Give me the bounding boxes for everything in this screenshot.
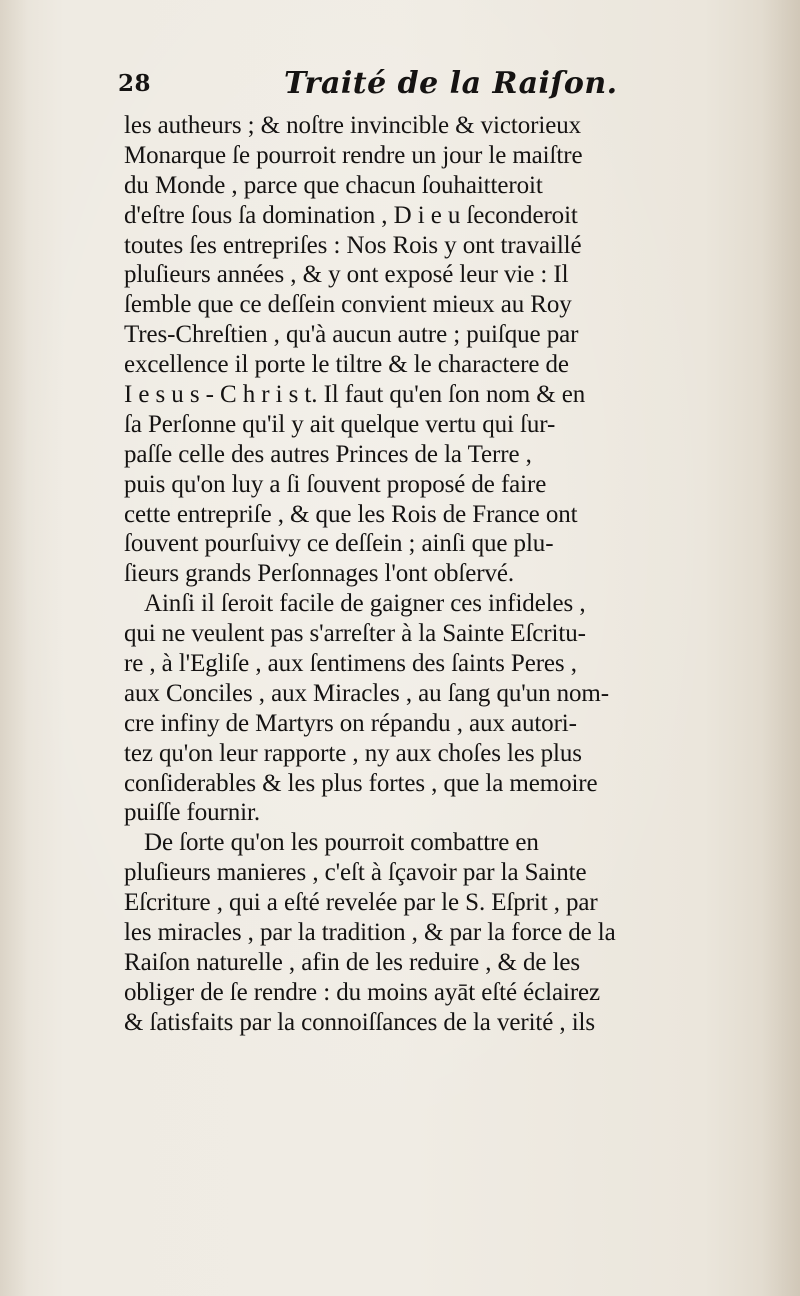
text-line: Eſcriture , qui a eſté revelée par le S. Eſprit , par [124, 889, 598, 917]
text-line: re , à l'Egliſe , aux ſentimens des ſaints Peres , [124, 650, 577, 678]
page-gutter-shadow [0, 0, 28, 1296]
text-line: d'eſtre ſous ſa domination , D i e u ſeconderoit [124, 201, 578, 229]
text-line: ſa Perſonne qu'il y ait quelque vertu qui ſur- [124, 410, 556, 438]
page-number: 28 [118, 70, 152, 97]
running-head [118, 66, 718, 106]
text-line: du Monde , parce que chacun ſouhaitteroit [124, 171, 543, 199]
text-line: obliger de ſe rendre : du moins ayāt eſté éclairez [124, 978, 601, 1006]
text-line: toutes ſes entrepriſes : Nos Rois y ont travaillé [124, 231, 582, 259]
paragraph-start-line: De ſorte qu'on les pourroit combattre en [144, 829, 539, 857]
text-line: ſieurs grands Perſonnages l'ont obſervé. [124, 560, 514, 588]
text-line: Tres-Chreſtien , qu'à aucun autre ; puiſque par [124, 321, 579, 349]
body-text [124, 111, 774, 1038]
text-line: ſouvent pourſuivy ce deſſein ; ainſi que plu- [124, 530, 554, 558]
text-line: les miracles , par la tradition , & par la force de la [124, 919, 616, 947]
text-line: cre infiny de Martyrs on répandu , aux autori- [124, 709, 577, 737]
text-line: conſiderables & les plus fortes , que la memoire [124, 769, 598, 797]
text-line: I e s u s - C h r i s t. Il faut qu'en ſon nom & en [124, 381, 586, 409]
text-line: aux Conciles , aux Miracles , au ſang qu'un nom- [124, 679, 610, 707]
paragraph-start-line: Ainſi il ſeroit facile de gaigner ces infideles , [144, 590, 586, 618]
text-line: pluſieurs années , & y ont exposé leur vie : Il [124, 261, 569, 289]
text-line: & ſatisfaits par la connoiſſances de la verité , ils [124, 1008, 596, 1036]
text-line: ſemble que ce deſſein convient mieux au Roy [124, 291, 572, 319]
text-line: excellence il porte le tiltre & le charactere de [124, 351, 569, 379]
text-line: puiſſe fournir. [124, 799, 260, 827]
text-line: les autheurs ; & noſtre invincible & victorieux [124, 112, 581, 139]
text-line: Monarque ſe pourroit rendre un jour le maiſtre [124, 141, 583, 169]
text-line: qui ne veulent pas s'arreſter à la Sainte Eſcritu- [124, 620, 586, 648]
running-title: Traité de la Raiſon. [284, 66, 618, 101]
text-line: cette entrepriſe , & que les Rois de France ont [124, 500, 578, 528]
text-line: Raiſon naturelle , afin de les reduire , & de les [124, 948, 581, 976]
text-line: paſſe celle des autres Princes de la Terre , [124, 440, 532, 468]
text-line: pluſieurs manieres , c'eſt à ſçavoir par la Sainte [124, 859, 587, 887]
text-line: tez qu'on leur rapporte , ny aux choſes les plus [124, 739, 582, 767]
text-line: puis qu'on luy a ſi ſouvent proposé de faire [124, 470, 547, 498]
